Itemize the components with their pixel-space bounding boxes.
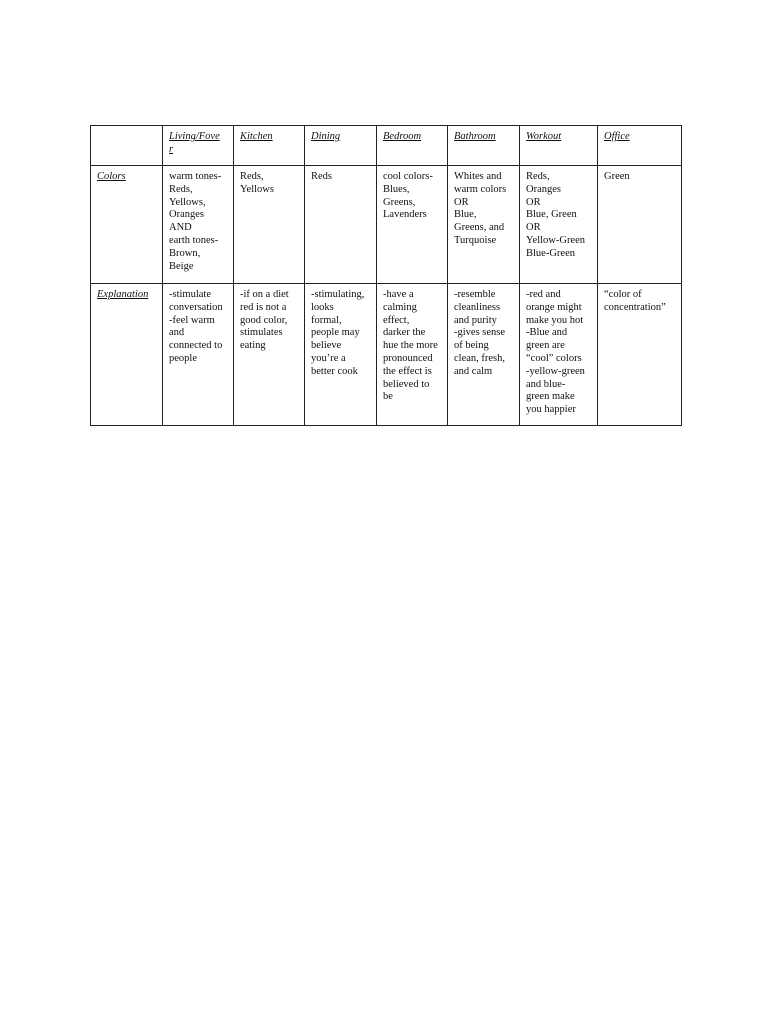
header-bedroom xyxy=(377,126,448,166)
header-dining xyxy=(305,126,377,166)
cell-explanation-office: “color of concentration” xyxy=(598,284,682,426)
row-label: Colors xyxy=(97,171,126,182)
header-kitchen xyxy=(234,126,305,166)
cell-explanation-workout: -red and orange might make you hot -Blue and green are “cool” colors -yellow-green and blue- green make you happier xyxy=(520,284,598,426)
cell-colors-office: Green xyxy=(598,166,682,284)
header-label: Workout xyxy=(526,131,562,142)
header-row xyxy=(91,126,682,166)
row-label: Explanation xyxy=(97,289,149,300)
header-corner-cell xyxy=(91,126,163,166)
colors-row xyxy=(91,166,682,284)
cell-explanation-kitchen: -if on a diet red is not a good color, stimulates eating xyxy=(234,284,305,426)
cell-colors-bedroom: cool colors- Blues, Greens, Lavenders xyxy=(377,166,448,284)
header-label: Bathroom xyxy=(454,131,496,142)
cell-colors-dining: Reds xyxy=(305,166,377,284)
header-label: Living/Fove r xyxy=(169,131,220,155)
row-label-colors xyxy=(91,166,163,284)
cell-colors-kitchen: Reds, Yellows xyxy=(234,166,305,284)
header-label: Dining xyxy=(311,131,341,142)
cell-explanation-living-foyer: -stimulate conversation -feel warm and connected to people xyxy=(163,284,234,426)
header-office xyxy=(598,126,682,166)
header-label: Kitchen xyxy=(240,131,273,142)
header-bathroom xyxy=(448,126,520,166)
cell-colors-workout: Reds, Oranges OR Blue, Green OR Yellow-Green Blue-Green xyxy=(520,166,598,284)
row-label-explanation xyxy=(91,284,163,426)
header-label: Office xyxy=(604,131,630,142)
cell-colors-living-foyer: warm tones- Reds, Yellows, Oranges AND earth tones- Brown, Beige xyxy=(163,166,234,284)
cell-colors-bathroom: Whites and warm colors OR Blue, Greens, and Turquoise xyxy=(448,166,520,284)
room-colors-table xyxy=(90,125,682,426)
header-living-foyer xyxy=(163,126,234,166)
explanation-row xyxy=(91,284,682,426)
header-workout xyxy=(520,126,598,166)
header-label: Bedroom xyxy=(383,131,422,142)
cell-explanation-bathroom: -resemble cleanliness and purity -gives sense of being clean, fresh, and calm xyxy=(448,284,520,426)
cell-explanation-dining: -stimulating, looks formal, people may believe you’re a better cook xyxy=(305,284,377,426)
cell-explanation-bedroom: -have a calming effect, darker the hue the more pronounced the effect is believed to be xyxy=(377,284,448,426)
